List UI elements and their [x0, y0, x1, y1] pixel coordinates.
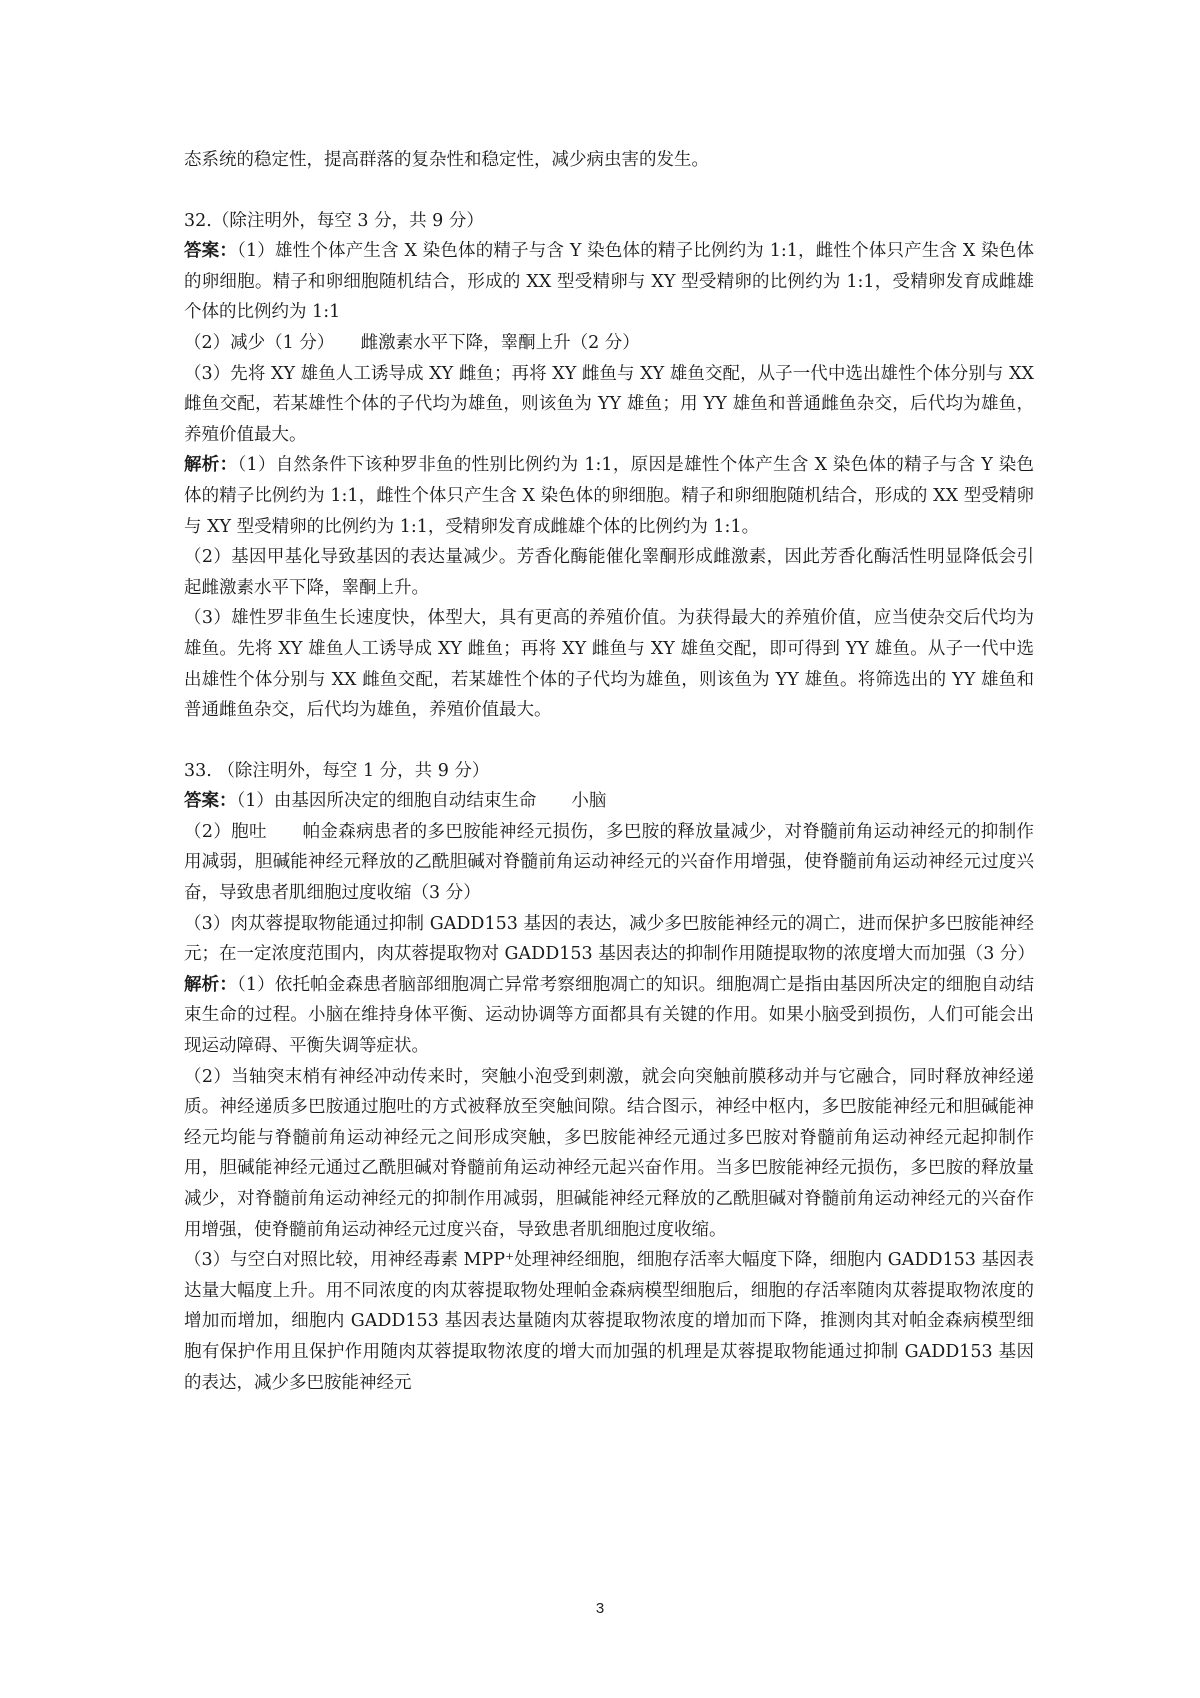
- q32-analysis-3: （3）雄性罗非鱼生长速度快，体型大，具有更高的养殖价值。为获得最大的养殖价值，应当使杂交后代均为雄鱼。先将 XY 雄鱼人工诱导成 XY 雌鱼；再将 XY 雌鱼与 XY 雄鱼交配，即可得到 YY 雄鱼。从子一代中选出雄性个体分别与 XX 雌鱼交配，若某雄性个体的子代均为雄鱼，则该鱼为 YY 雄鱼。将筛选出的 YY 雄鱼和普通雌鱼杂交，后代均为雄鱼，养殖价值最大。: [184, 608, 1034, 721]
- q32-answer-1-text: （1）雄性个体产生含 X 染色体的精子与含 Y 染色体的精子比例约为 1:1，雌性个体只产生含 X 染色体的卵细胞。精子和卵细胞随机结合，形成的 XX 型受精卵与 XY 型受精卵的比例约为 1:1，受精卵发育成雌雄个体的比例约为 1:1: [184, 241, 1034, 323]
- q32-answer-label: 答案：: [184, 241, 238, 262]
- q33-answer-1: [184, 786, 1034, 817]
- spacer: [184, 176, 1034, 206]
- q32-answer-1: [184, 236, 1034, 328]
- page-number: 3: [595, 1600, 605, 1617]
- q32-analysis-2: （2）基因甲基化导致基因的表达量减少。芳香化酶能催化睾酮形成雌激素，因此芳香化酶活性明显降低会引起雌激素水平下降，睾酮上升。: [184, 547, 1034, 598]
- q33-answer-2: （2）胞吐 帕金森病患者的多巴胺能神经元损伤，多巴胺的释放量减少，对脊髓前角运动神经元的抑制作用减弱，胆碱能神经元释放的乙酰胆碱对脊髓前角运动神经元的兴奋作用增强，使脊髓前角运动神经元过度兴奋，导致患者肌细胞过度收缩（3 分）: [184, 821, 1034, 904]
- q33-answer-label: 答案：: [184, 791, 237, 812]
- page-content: [184, 145, 1034, 1398]
- intro-line: 态系统的稳定性，提高群落的复杂性和稳定性，减少病虫害的发生。: [184, 150, 709, 170]
- q33-answer-1-text: （1）由基因所决定的细胞自动结束生命 小脑: [236, 791, 607, 812]
- q32-analysis-label: 解析：: [184, 455, 238, 476]
- q33-analysis-label: 解析：: [184, 974, 237, 995]
- q33-header: 33. （除注明外，每空 1 分，共 9 分）: [184, 760, 490, 781]
- q33-answer-3: （3）肉苁蓉提取物能通过抑制 GADD153 基因的表达，减少多巴胺能神经元的凋亡，进而保护多巴胺能神经元；在一定浓度范围内，肉苁蓉提取物对 GADD153 基因表达的抑制作用随提取物的浓度增大而加强（3 分）: [184, 913, 1035, 965]
- q33-analysis-2: （2）当轴突末梢有神经冲动传来时，突触小泡受到刺激，就会向突触前膜移动并与它融合，同时释放神经递质。神经递质多巴胺通过胞吐的方式被释放至突触间隙。结合图示，神经中枢内，多巴胺能神经元和胆碱能神经元均能与脊髓前角运动神经元之间形成突触，多巴胺能神经元通过多巴胺对脊髓前角运动神经元起抑制作用，胆碱能神经元通过乙酰胆碱对脊髓前角运动神经元起兴奋作用。当多巴胺能神经元损伤，多巴胺的释放量减少，对脊髓前角运动神经元的抑制作用减弱，胆碱能神经元释放的乙酰胆碱对脊髓前角运动神经元的兴奋作用增强，使脊髓前角运动神经元过度兴奋，导致患者肌细胞过度收缩。: [184, 1066, 1034, 1240]
- q32-analysis-1-text: （1）自然条件下该种罗非鱼的性别比例约为 1:1，原因是雄性个体产生含 X 染色体的精子与含 Y 染色体的精子比例约为 1:1，雌性个体只产生含 X 染色体的卵细胞。精子和卵细胞随机结合，形成的 XX 型受精卵与 XY 型受精卵的比例约为 1:1，受精卵发育成雌雄个体的比例约为 1:1。: [184, 455, 1035, 537]
- q32-analysis-1: [184, 450, 1034, 542]
- spacer: [184, 726, 1034, 756]
- q33-analysis-3: （3）与空白对照比较，用神经毒素 MPP⁺处理神经细胞，细胞存活率大幅度下降，细胞内 GADD153 基因表达量大幅度上升。用不同浓度的肉苁蓉提取物处理帕金森病模型细胞后，细胞的存活率随肉苁蓉提取物浓度的增加而增加，细胞内 GADD153 基因表达量随肉苁蓉提取物浓度的增加而下降，推测肉其对帕金森病模型细胞有保护作用且保护作用随肉苁蓉提取物浓度的增大而加强的机理是苁蓉提取物能通过抑制 GADD153 基因的表达，减少多巴胺能神经元: [184, 1250, 1034, 1393]
- q32-answer-2: （2）减少（1 分） 雌激素水平下降，睾酮上升（2 分）: [184, 332, 640, 353]
- q33-analysis-1: [184, 970, 1034, 1062]
- q32-answer-3: （3）先将 XY 雄鱼人工诱导成 XY 雌鱼；再将 XY 雌鱼与 XY 雄鱼交配，从子一代中选出雄性个体分别与 XX 雌鱼交配，若某雄性个体的子代均为雄鱼，则该鱼为 YY 雄鱼；用 YY 雄鱼和普通雌鱼杂交，后代均为雄鱼，养殖价值最大。: [184, 363, 1034, 445]
- q33-analysis-1-text: （1）依托帕金森患者脑部细胞凋亡异常考察细胞凋亡的知识。细胞凋亡是指由基因所决定的细胞自动结束生命的过程。小脑在维持身体平衡、运动协调等方面都具有关键的作用。如果小脑受到损伤，人们可能会出现运动障碍、平衡失调等症状。: [184, 974, 1034, 1057]
- q32-header: 32.（除注明外，每空 3 分，共 9 分）: [184, 210, 484, 231]
